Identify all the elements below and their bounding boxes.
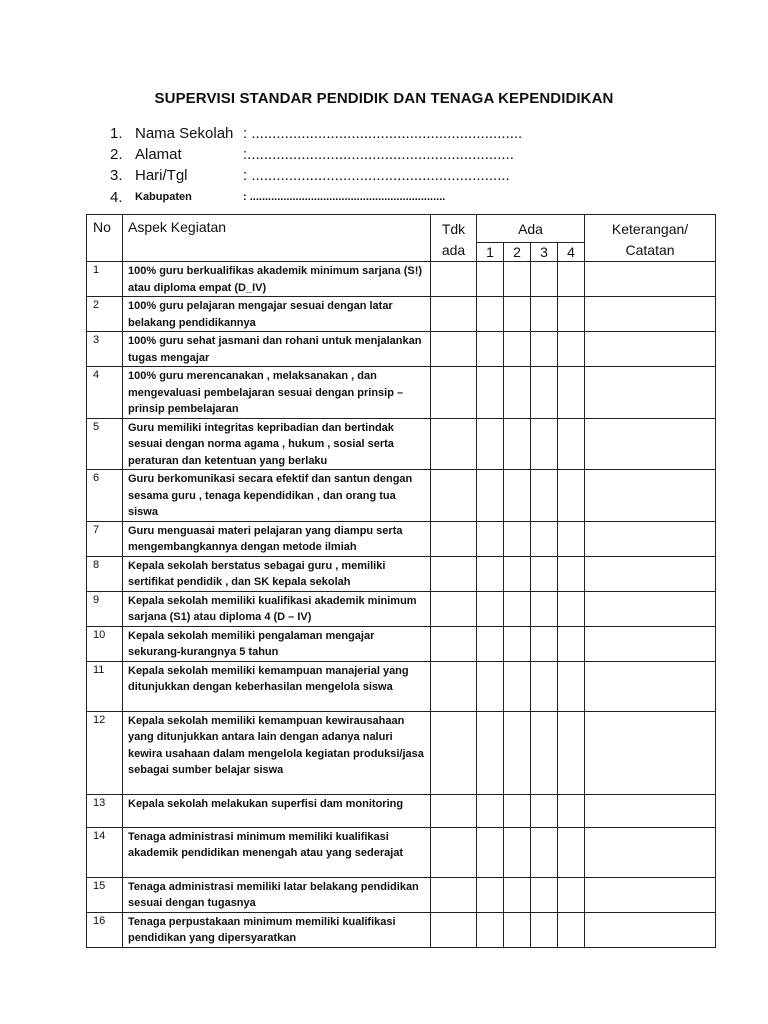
row-aspect-text: Tenaga administrasi memiliki latar belakang pendidikan sesuai dengan tugasnya — [123, 877, 431, 912]
form-row-number: 2. — [110, 146, 123, 163]
header-ada-2: 2 — [504, 243, 531, 262]
table-row — [87, 912, 716, 947]
table-row — [87, 661, 716, 711]
cell-ada-4[interactable] — [558, 912, 585, 947]
table-row — [87, 877, 716, 912]
row-number: 15 — [87, 877, 123, 912]
cell-ada-1[interactable] — [477, 661, 504, 711]
table-row — [87, 297, 716, 332]
header-tdk-ada — [431, 215, 477, 262]
cell-ada-4[interactable] — [558, 418, 585, 470]
form-row-day-date — [110, 165, 670, 186]
form-row-fill-line[interactable]: : .............................................................. — [243, 167, 510, 184]
table-row — [87, 521, 716, 556]
row-aspect-text: Guru memiliki integritas kepribadian dan bertindak sesuai dengan norma agama , hukum , sosial serta peraturan dan ketentuan yang berlaku — [123, 418, 431, 470]
cell-ada-3[interactable] — [531, 332, 558, 367]
cell-tdk-ada[interactable] — [431, 521, 477, 556]
row-aspect-text: Tenaga perpustakaan minimum memiliki kualifikasi pendidikan yang dipersyaratkan — [123, 912, 431, 947]
row-number: 16 — [87, 912, 123, 947]
cell-keterangan[interactable] — [585, 591, 716, 626]
form-row-fill-line[interactable]: : ................................................................ — [243, 191, 446, 203]
header-ada-1: 1 — [477, 243, 504, 262]
cell-keterangan[interactable] — [585, 877, 716, 912]
form-row-number: 4. — [110, 188, 123, 206]
row-aspect-text: Kepala sekolah memiliki kemampuan kewirausahaan yang ditunjukkan antara lain dengan adanya naluri kewira usahaan dalam mengelola kegiatan produksi/jasa sebagai sumber belajar siswa — [123, 711, 431, 794]
cell-ada-2[interactable] — [504, 262, 531, 297]
cell-tdk-ada[interactable] — [431, 794, 477, 827]
cell-ada-1[interactable] — [477, 418, 504, 470]
row-aspect-text: 100% guru sehat jasmani dan rohani untuk menjalankan tugas mengajar — [123, 332, 431, 367]
cell-ada-4[interactable] — [558, 626, 585, 661]
header-aspek-kegiatan: Aspek Kegiatan — [123, 215, 431, 262]
form-row-label: Hari/Tgl — [135, 167, 188, 184]
form-row-label: Alamat — [135, 146, 182, 163]
table-row — [87, 332, 716, 367]
cell-ada-1[interactable] — [477, 470, 504, 522]
cell-ada-2[interactable] — [504, 521, 531, 556]
cell-ada-3[interactable] — [531, 661, 558, 711]
document-title: SUPERVISI STANDAR PENDIDIK DAN TENAGA KEPENDIDIKAN — [154, 90, 614, 107]
cell-ada-3[interactable] — [531, 521, 558, 556]
row-aspect-text: 100% guru merencanakan , melaksanakan , dan mengevaluasi pembelajaran sesuai dengan prinsip –prinsip pembelajaran — [123, 367, 431, 419]
cell-ada-1[interactable] — [477, 367, 504, 419]
cell-tdk-ada[interactable] — [431, 711, 477, 794]
cell-ada-4[interactable] — [558, 591, 585, 626]
cell-ada-3[interactable] — [531, 626, 558, 661]
table-row — [87, 367, 716, 419]
cell-ada-4[interactable] — [558, 367, 585, 419]
cell-tdk-ada[interactable] — [431, 470, 477, 522]
cell-keterangan[interactable] — [585, 332, 716, 367]
cell-ada-2[interactable] — [504, 711, 531, 794]
table-row — [87, 711, 716, 794]
row-number: 8 — [87, 556, 123, 591]
table-row — [87, 794, 716, 827]
cell-ada-2[interactable] — [504, 367, 531, 419]
cell-ada-4[interactable] — [558, 332, 585, 367]
form-row-number: 3. — [110, 167, 123, 184]
cell-ada-4[interactable] — [558, 262, 585, 297]
row-number: 10 — [87, 626, 123, 661]
cell-ada-4[interactable] — [558, 470, 585, 522]
cell-keterangan[interactable] — [585, 794, 716, 827]
cell-tdk-ada[interactable] — [431, 877, 477, 912]
row-number: 7 — [87, 521, 123, 556]
row-aspect-text: Guru berkomunikasi secara efektif dan santun dengan sesama guru , tenaga kependidikan , dan orang tua siswa — [123, 470, 431, 522]
row-number: 5 — [87, 418, 123, 470]
row-number: 14 — [87, 827, 123, 877]
row-aspect-text: Kepala sekolah berstatus sebagai guru , memiliki sertifikat pendidik , dan SK kepala sekolah — [123, 556, 431, 591]
row-number: 2 — [87, 297, 123, 332]
cell-ada-2[interactable] — [504, 297, 531, 332]
cell-ada-4[interactable] — [558, 556, 585, 591]
cell-keterangan[interactable] — [585, 367, 716, 419]
table-row — [87, 626, 716, 661]
header-keterangan-label: Keterangan/ Catatan — [611, 221, 689, 258]
cell-ada-3[interactable] — [531, 827, 558, 877]
supervision-table — [86, 214, 716, 948]
cell-keterangan[interactable] — [585, 711, 716, 794]
cell-ada-1[interactable] — [477, 626, 504, 661]
cell-ada-3[interactable] — [531, 591, 558, 626]
table-header-row — [87, 215, 716, 243]
cell-ada-2[interactable] — [504, 661, 531, 711]
cell-ada-3[interactable] — [531, 711, 558, 794]
cell-ada-2[interactable] — [504, 912, 531, 947]
cell-keterangan[interactable] — [585, 262, 716, 297]
cell-tdk-ada[interactable] — [431, 332, 477, 367]
cell-ada-2[interactable] — [504, 556, 531, 591]
row-aspect-text: Kepala sekolah melakukan superfisi dam monitoring — [123, 794, 431, 827]
cell-ada-4[interactable] — [558, 827, 585, 877]
cell-ada-1[interactable] — [477, 332, 504, 367]
cell-tdk-ada[interactable] — [431, 418, 477, 470]
cell-keterangan[interactable] — [585, 470, 716, 522]
row-number: 1 — [87, 262, 123, 297]
form-row-number: 1. — [110, 125, 123, 142]
cell-tdk-ada[interactable] — [431, 626, 477, 661]
table-row — [87, 556, 716, 591]
cell-tdk-ada[interactable] — [431, 367, 477, 419]
row-aspect-text: Kepala sekolah memiliki kualifikasi akademik minimum sarjana (S1) atau diploma 4 (D – IV) — [123, 591, 431, 626]
cell-keterangan[interactable] — [585, 661, 716, 711]
row-number: 13 — [87, 794, 123, 827]
cell-ada-3[interactable] — [531, 794, 558, 827]
row-number: 3 — [87, 332, 123, 367]
table-row — [87, 262, 716, 297]
header-tdk-ada-label: Tdk ada — [441, 221, 466, 258]
cell-ada-2[interactable] — [504, 470, 531, 522]
cell-ada-2[interactable] — [504, 591, 531, 626]
cell-ada-1[interactable] — [477, 556, 504, 591]
cell-ada-1[interactable] — [477, 912, 504, 947]
cell-ada-4[interactable] — [558, 521, 585, 556]
cell-keterangan[interactable] — [585, 297, 716, 332]
cell-tdk-ada[interactable] — [431, 297, 477, 332]
cell-ada-1[interactable] — [477, 591, 504, 626]
cell-ada-3[interactable] — [531, 470, 558, 522]
cell-ada-1[interactable] — [477, 297, 504, 332]
row-aspect-text: Kepala sekolah memiliki pengalaman mengajar sekurang-kurangnya 5 tahun — [123, 626, 431, 661]
table-row — [87, 827, 716, 877]
cell-ada-4[interactable] — [558, 711, 585, 794]
header-ada-3: 3 — [531, 243, 558, 262]
cell-ada-1[interactable] — [477, 521, 504, 556]
cell-ada-3[interactable] — [531, 418, 558, 470]
cell-keterangan[interactable] — [585, 827, 716, 877]
cell-ada-3[interactable] — [531, 262, 558, 297]
cell-keterangan[interactable] — [585, 626, 716, 661]
cell-keterangan[interactable] — [585, 521, 716, 556]
row-aspect-text: 100% guru pelajaran mengajar sesuai dengan latar belakang pendidikannya — [123, 297, 431, 332]
row-aspect-text: Kepala sekolah memiliki kemampuan manajerial yang ditunjukkan dengan keberhasilan mengelola siswa — [123, 661, 431, 711]
row-number: 4 — [87, 367, 123, 419]
row-aspect-text: 100% guru berkualifikas akademik minimum sarjana (S!) atau diploma empat (D_IV) — [123, 262, 431, 297]
cell-ada-1[interactable] — [477, 877, 504, 912]
header-keterangan — [585, 215, 716, 262]
cell-tdk-ada[interactable] — [431, 591, 477, 626]
cell-keterangan[interactable] — [585, 912, 716, 947]
cell-ada-2[interactable] — [504, 626, 531, 661]
cell-ada-4[interactable] — [558, 794, 585, 827]
form-row-label: Kabupaten — [135, 191, 192, 203]
table-row — [87, 591, 716, 626]
cell-ada-3[interactable] — [531, 912, 558, 947]
cell-keterangan[interactable] — [585, 418, 716, 470]
cell-ada-4[interactable] — [558, 661, 585, 711]
cell-ada-1[interactable] — [477, 794, 504, 827]
cell-ada-2[interactable] — [504, 332, 531, 367]
cell-ada-3[interactable] — [531, 877, 558, 912]
cell-ada-3[interactable] — [531, 556, 558, 591]
cell-ada-2[interactable] — [504, 827, 531, 877]
row-number: 9 — [87, 591, 123, 626]
cell-ada-2[interactable] — [504, 877, 531, 912]
row-number: 12 — [87, 711, 123, 794]
cell-ada-1[interactable] — [477, 827, 504, 877]
identity-form — [110, 123, 670, 208]
cell-ada-2[interactable] — [504, 794, 531, 827]
cell-ada-4[interactable] — [558, 877, 585, 912]
cell-ada-1[interactable] — [477, 262, 504, 297]
cell-ada-2[interactable] — [504, 418, 531, 470]
cell-tdk-ada[interactable] — [431, 262, 477, 297]
cell-ada-1[interactable] — [477, 711, 504, 794]
header-ada-4: 4 — [558, 243, 585, 262]
header-ada: Ada — [477, 215, 585, 243]
cell-tdk-ada[interactable] — [431, 556, 477, 591]
header-no: No — [87, 215, 123, 262]
table-row — [87, 418, 716, 470]
row-number: 6 — [87, 470, 123, 522]
cell-keterangan[interactable] — [585, 556, 716, 591]
form-row-fill-line[interactable]: :................................................................ — [243, 146, 514, 163]
row-number: 11 — [87, 661, 123, 711]
form-row-address — [110, 144, 670, 165]
row-aspect-text: Guru menguasai materi pelajaran yang diampu serta mengembangkannya dengan metode ilmiah — [123, 521, 431, 556]
cell-tdk-ada[interactable] — [431, 661, 477, 711]
row-aspect-text: Tenaga administrasi minimum memiliki kualifikasi akademik pendidikan menengah atau yang sederajat — [123, 827, 431, 877]
form-row-label: Nama Sekolah — [135, 125, 234, 142]
cell-tdk-ada[interactable] — [431, 912, 477, 947]
form-row-regency — [110, 186, 670, 208]
cell-ada-3[interactable] — [531, 367, 558, 419]
cell-tdk-ada[interactable] — [431, 827, 477, 877]
cell-ada-3[interactable] — [531, 297, 558, 332]
form-row-fill-line[interactable]: : ................................................................. — [243, 125, 523, 142]
cell-ada-4[interactable] — [558, 297, 585, 332]
table-row — [87, 470, 716, 522]
form-row-school-name — [110, 123, 670, 144]
